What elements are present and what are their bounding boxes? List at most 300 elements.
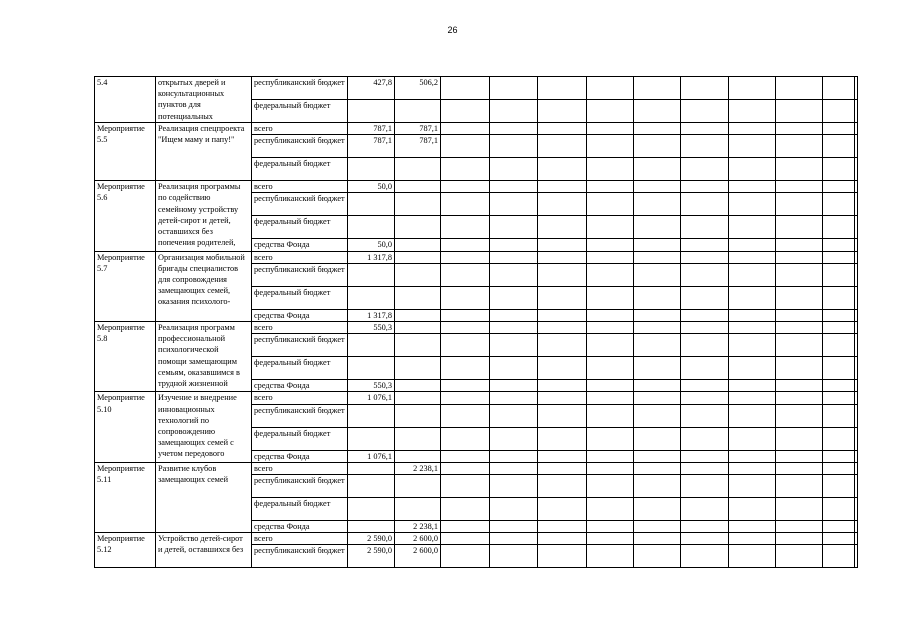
empty-cell bbox=[681, 251, 729, 263]
empty-cell bbox=[823, 309, 855, 321]
empty-cell bbox=[587, 181, 634, 193]
funding-source-cell: республиканский бюджет bbox=[252, 135, 348, 158]
empty-cell bbox=[681, 193, 729, 216]
empty-cell bbox=[729, 181, 776, 193]
empty-cell bbox=[855, 286, 858, 309]
empty-cell bbox=[490, 462, 538, 474]
empty-cell bbox=[823, 533, 855, 545]
empty-cell bbox=[729, 263, 776, 286]
amount-cell: 1 076,1 bbox=[348, 450, 395, 462]
empty-cell bbox=[538, 135, 587, 158]
amount-cell: 787,1 bbox=[395, 135, 441, 158]
amount-cell bbox=[348, 158, 395, 181]
empty-cell bbox=[855, 322, 858, 334]
empty-cell bbox=[538, 158, 587, 181]
empty-cell bbox=[776, 135, 823, 158]
empty-cell bbox=[681, 392, 729, 404]
empty-cell bbox=[729, 427, 776, 450]
empty-cell bbox=[441, 334, 490, 357]
empty-cell bbox=[729, 475, 776, 498]
empty-cell bbox=[681, 263, 729, 286]
empty-cell bbox=[441, 123, 490, 135]
empty-cell bbox=[729, 533, 776, 545]
funding-source-cell: федеральный бюджет bbox=[252, 357, 348, 380]
table-row bbox=[95, 392, 858, 404]
empty-cell bbox=[441, 193, 490, 216]
empty-cell bbox=[441, 239, 490, 251]
empty-cell bbox=[776, 533, 823, 545]
table-row bbox=[95, 251, 858, 263]
empty-cell bbox=[681, 475, 729, 498]
amount-cell: 787,1 bbox=[348, 123, 395, 135]
empty-cell bbox=[441, 404, 490, 427]
funding-source-cell: федеральный бюджет bbox=[252, 498, 348, 521]
amount-cell bbox=[395, 404, 441, 427]
empty-cell bbox=[538, 193, 587, 216]
empty-cell bbox=[441, 380, 490, 392]
amount-cell bbox=[395, 100, 441, 123]
empty-cell bbox=[490, 475, 538, 498]
amount-cell bbox=[395, 286, 441, 309]
empty-cell bbox=[776, 77, 823, 100]
empty-cell bbox=[587, 100, 634, 123]
empty-cell bbox=[634, 404, 681, 427]
funding-source-cell: федеральный бюджет bbox=[252, 100, 348, 123]
empty-cell bbox=[681, 77, 729, 100]
empty-cell bbox=[490, 357, 538, 380]
empty-cell bbox=[729, 392, 776, 404]
empty-cell bbox=[441, 135, 490, 158]
empty-cell bbox=[441, 427, 490, 450]
amount-cell: 506,2 bbox=[395, 77, 441, 100]
empty-cell bbox=[776, 263, 823, 286]
empty-cell bbox=[587, 498, 634, 521]
amount-cell: 50,0 bbox=[348, 181, 395, 193]
amount-cell bbox=[348, 357, 395, 380]
empty-cell bbox=[587, 450, 634, 462]
amount-cell bbox=[348, 475, 395, 498]
empty-cell bbox=[729, 545, 776, 568]
empty-cell bbox=[855, 263, 858, 286]
empty-cell bbox=[776, 450, 823, 462]
empty-cell bbox=[587, 404, 634, 427]
empty-cell bbox=[634, 392, 681, 404]
amount-cell bbox=[395, 427, 441, 450]
empty-cell bbox=[776, 521, 823, 533]
amount-cell bbox=[395, 357, 441, 380]
activity-id-cell: Мероприятие 5.5 bbox=[95, 123, 156, 181]
funding-source-cell: федеральный бюджет bbox=[252, 427, 348, 450]
empty-cell bbox=[634, 533, 681, 545]
empty-cell bbox=[587, 545, 634, 568]
empty-cell bbox=[681, 498, 729, 521]
empty-cell bbox=[681, 216, 729, 239]
activity-id-cell: 5.4 bbox=[95, 77, 156, 123]
amount-cell: 2 590,0 bbox=[348, 533, 395, 545]
empty-cell bbox=[823, 380, 855, 392]
empty-cell bbox=[490, 322, 538, 334]
empty-cell bbox=[681, 322, 729, 334]
amount-cell bbox=[348, 263, 395, 286]
empty-cell bbox=[681, 427, 729, 450]
empty-cell bbox=[634, 263, 681, 286]
empty-cell bbox=[634, 135, 681, 158]
amount-cell: 2 600,0 bbox=[395, 533, 441, 545]
amount-cell: 1 317,8 bbox=[348, 251, 395, 263]
empty-cell bbox=[634, 450, 681, 462]
empty-cell bbox=[776, 322, 823, 334]
empty-cell bbox=[776, 216, 823, 239]
empty-cell bbox=[855, 123, 858, 135]
empty-cell bbox=[634, 77, 681, 100]
empty-cell bbox=[776, 392, 823, 404]
empty-cell bbox=[538, 427, 587, 450]
funding-source-cell: всего bbox=[252, 462, 348, 474]
empty-cell bbox=[490, 100, 538, 123]
empty-cell bbox=[538, 357, 587, 380]
empty-cell bbox=[441, 100, 490, 123]
activity-id-cell: Мероприятие 5.6 bbox=[95, 181, 156, 251]
empty-cell bbox=[490, 545, 538, 568]
empty-cell bbox=[855, 135, 858, 158]
empty-cell bbox=[729, 286, 776, 309]
funding-source-cell: федеральный бюджет bbox=[252, 158, 348, 181]
amount-cell bbox=[395, 475, 441, 498]
funding-source-cell: средства Фонда bbox=[252, 450, 348, 462]
amount-cell bbox=[395, 251, 441, 263]
funding-source-cell: всего bbox=[252, 322, 348, 334]
empty-cell bbox=[441, 251, 490, 263]
amount-cell bbox=[348, 216, 395, 239]
empty-cell bbox=[729, 450, 776, 462]
empty-cell bbox=[634, 462, 681, 474]
funding-source-cell: республиканский бюджет bbox=[252, 334, 348, 357]
empty-cell bbox=[634, 239, 681, 251]
empty-cell bbox=[823, 322, 855, 334]
empty-cell bbox=[681, 404, 729, 427]
empty-cell bbox=[855, 533, 858, 545]
empty-cell bbox=[441, 475, 490, 498]
empty-cell bbox=[681, 357, 729, 380]
amount-cell bbox=[395, 392, 441, 404]
empty-cell bbox=[634, 475, 681, 498]
empty-cell bbox=[729, 309, 776, 321]
empty-cell bbox=[729, 462, 776, 474]
empty-cell bbox=[729, 135, 776, 158]
amount-cell bbox=[395, 380, 441, 392]
empty-cell bbox=[634, 545, 681, 568]
empty-cell bbox=[490, 77, 538, 100]
empty-cell bbox=[823, 404, 855, 427]
empty-cell bbox=[823, 251, 855, 263]
empty-cell bbox=[681, 533, 729, 545]
table-body bbox=[95, 77, 858, 568]
amount-cell bbox=[395, 334, 441, 357]
amount-cell bbox=[395, 450, 441, 462]
funding-source-cell: федеральный бюджет bbox=[252, 216, 348, 239]
empty-cell bbox=[538, 475, 587, 498]
empty-cell bbox=[441, 533, 490, 545]
empty-cell bbox=[823, 286, 855, 309]
empty-cell bbox=[634, 357, 681, 380]
empty-cell bbox=[855, 100, 858, 123]
amount-cell bbox=[348, 286, 395, 309]
empty-cell bbox=[634, 100, 681, 123]
activity-description-cell: Устройство детей-сирот и детей, оставшихся без bbox=[156, 533, 252, 568]
activity-description-cell: Реализация программ профессиональной психологической помощи замещающим семьям, оказавшимся в трудной жизненной bbox=[156, 322, 252, 392]
empty-cell bbox=[538, 309, 587, 321]
empty-cell bbox=[776, 123, 823, 135]
activity-id-cell: Мероприятие 5.12 bbox=[95, 533, 156, 568]
empty-cell bbox=[681, 123, 729, 135]
empty-cell bbox=[538, 450, 587, 462]
empty-cell bbox=[681, 334, 729, 357]
empty-cell bbox=[855, 427, 858, 450]
empty-cell bbox=[490, 251, 538, 263]
empty-cell bbox=[729, 357, 776, 380]
amount-cell bbox=[348, 498, 395, 521]
empty-cell bbox=[776, 286, 823, 309]
amount-cell bbox=[348, 334, 395, 357]
amount-cell bbox=[395, 239, 441, 251]
empty-cell bbox=[587, 77, 634, 100]
empty-cell bbox=[681, 100, 729, 123]
empty-cell bbox=[823, 427, 855, 450]
empty-cell bbox=[538, 77, 587, 100]
amount-cell bbox=[348, 462, 395, 474]
empty-cell bbox=[441, 392, 490, 404]
amount-cell: 787,1 bbox=[348, 135, 395, 158]
empty-cell bbox=[776, 545, 823, 568]
empty-cell bbox=[855, 392, 858, 404]
empty-cell bbox=[855, 309, 858, 321]
amount-cell: 2 600,0 bbox=[395, 545, 441, 568]
empty-cell bbox=[441, 450, 490, 462]
funding-source-cell: всего bbox=[252, 123, 348, 135]
empty-cell bbox=[855, 450, 858, 462]
empty-cell bbox=[776, 357, 823, 380]
empty-cell bbox=[538, 181, 587, 193]
empty-cell bbox=[587, 462, 634, 474]
amount-cell bbox=[395, 158, 441, 181]
empty-cell bbox=[855, 475, 858, 498]
empty-cell bbox=[634, 286, 681, 309]
activity-description-cell: Реализация спецпроекта "Ищем маму и папу!" bbox=[156, 123, 252, 181]
empty-cell bbox=[587, 158, 634, 181]
empty-cell bbox=[729, 77, 776, 100]
funding-source-cell: республиканский бюджет bbox=[252, 545, 348, 568]
empty-cell bbox=[634, 521, 681, 533]
empty-cell bbox=[587, 309, 634, 321]
empty-cell bbox=[776, 158, 823, 181]
empty-cell bbox=[587, 216, 634, 239]
activity-description-cell: открытых дверей и консультационных пунктов для потенциальных bbox=[156, 77, 252, 123]
funding-source-cell: республиканский бюджет bbox=[252, 263, 348, 286]
amount-cell: 2 238,1 bbox=[395, 462, 441, 474]
empty-cell bbox=[855, 216, 858, 239]
funding-source-cell: республиканский бюджет bbox=[252, 77, 348, 100]
empty-cell bbox=[587, 251, 634, 263]
empty-cell bbox=[587, 392, 634, 404]
amount-cell: 550,3 bbox=[348, 322, 395, 334]
amount-cell bbox=[395, 193, 441, 216]
empty-cell bbox=[776, 193, 823, 216]
empty-cell bbox=[729, 123, 776, 135]
empty-cell bbox=[681, 239, 729, 251]
empty-cell bbox=[441, 521, 490, 533]
amount-cell bbox=[348, 193, 395, 216]
empty-cell bbox=[587, 322, 634, 334]
amount-cell bbox=[395, 181, 441, 193]
table-row bbox=[95, 77, 858, 100]
empty-cell bbox=[729, 498, 776, 521]
empty-cell bbox=[729, 216, 776, 239]
empty-cell bbox=[634, 158, 681, 181]
empty-cell bbox=[823, 77, 855, 100]
empty-cell bbox=[681, 462, 729, 474]
empty-cell bbox=[681, 309, 729, 321]
funding-source-cell: средства Фонда bbox=[252, 380, 348, 392]
empty-cell bbox=[855, 404, 858, 427]
empty-cell bbox=[634, 334, 681, 357]
empty-cell bbox=[823, 263, 855, 286]
empty-cell bbox=[441, 462, 490, 474]
amount-cell: 787,1 bbox=[395, 123, 441, 135]
table-row bbox=[95, 533, 858, 545]
activity-description-cell: Реализация программы по содействию семейному устройству детей-сирот и детей, оставшихся без попечения родителей, bbox=[156, 181, 252, 251]
empty-cell bbox=[634, 322, 681, 334]
empty-cell bbox=[441, 77, 490, 100]
empty-cell bbox=[538, 263, 587, 286]
funding-source-cell: республиканский бюджет bbox=[252, 475, 348, 498]
empty-cell bbox=[490, 123, 538, 135]
empty-cell bbox=[538, 216, 587, 239]
empty-cell bbox=[855, 158, 858, 181]
empty-cell bbox=[855, 181, 858, 193]
empty-cell bbox=[441, 216, 490, 239]
amount-cell bbox=[395, 216, 441, 239]
empty-cell bbox=[729, 193, 776, 216]
empty-cell bbox=[441, 322, 490, 334]
empty-cell bbox=[823, 392, 855, 404]
empty-cell bbox=[855, 545, 858, 568]
empty-cell bbox=[823, 334, 855, 357]
table-row bbox=[95, 462, 858, 474]
empty-cell bbox=[490, 392, 538, 404]
empty-cell bbox=[855, 239, 858, 251]
empty-cell bbox=[587, 193, 634, 216]
empty-cell bbox=[490, 286, 538, 309]
table-row bbox=[95, 123, 858, 135]
empty-cell bbox=[490, 450, 538, 462]
empty-cell bbox=[729, 334, 776, 357]
activity-id-cell: Мероприятие 5.7 bbox=[95, 251, 156, 321]
amount-cell bbox=[395, 498, 441, 521]
empty-cell bbox=[855, 521, 858, 533]
empty-cell bbox=[823, 239, 855, 251]
empty-cell bbox=[823, 357, 855, 380]
empty-cell bbox=[634, 123, 681, 135]
empty-cell bbox=[776, 100, 823, 123]
empty-cell bbox=[776, 404, 823, 427]
empty-cell bbox=[538, 498, 587, 521]
empty-cell bbox=[441, 309, 490, 321]
empty-cell bbox=[490, 239, 538, 251]
amount-cell bbox=[348, 427, 395, 450]
empty-cell bbox=[823, 216, 855, 239]
empty-cell bbox=[441, 498, 490, 521]
activity-description-cell: Развитие клубов замещающих семей bbox=[156, 462, 252, 532]
empty-cell bbox=[729, 100, 776, 123]
amount-cell: 2 590,0 bbox=[348, 545, 395, 568]
table-row bbox=[95, 322, 858, 334]
empty-cell bbox=[441, 545, 490, 568]
empty-cell bbox=[587, 357, 634, 380]
empty-cell bbox=[823, 545, 855, 568]
empty-cell bbox=[823, 521, 855, 533]
empty-cell bbox=[538, 462, 587, 474]
empty-cell bbox=[587, 286, 634, 309]
empty-cell bbox=[776, 181, 823, 193]
empty-cell bbox=[729, 404, 776, 427]
amount-cell bbox=[348, 521, 395, 533]
empty-cell bbox=[776, 475, 823, 498]
empty-cell bbox=[587, 380, 634, 392]
empty-cell bbox=[587, 123, 634, 135]
empty-cell bbox=[538, 334, 587, 357]
empty-cell bbox=[823, 181, 855, 193]
empty-cell bbox=[729, 158, 776, 181]
empty-cell bbox=[729, 322, 776, 334]
empty-cell bbox=[776, 239, 823, 251]
amount-cell: 427,8 bbox=[348, 77, 395, 100]
empty-cell bbox=[490, 309, 538, 321]
empty-cell bbox=[490, 216, 538, 239]
activity-description-cell: Изучение и внедрение инновационных технологий по сопровождению замещающих семей с учетом передового bbox=[156, 392, 252, 462]
empty-cell bbox=[490, 193, 538, 216]
empty-cell bbox=[538, 100, 587, 123]
empty-cell bbox=[776, 334, 823, 357]
empty-cell bbox=[855, 193, 858, 216]
amount-cell: 550,3 bbox=[348, 380, 395, 392]
empty-cell bbox=[634, 380, 681, 392]
empty-cell bbox=[681, 181, 729, 193]
empty-cell bbox=[681, 521, 729, 533]
empty-cell bbox=[490, 263, 538, 286]
empty-cell bbox=[490, 498, 538, 521]
empty-cell bbox=[490, 334, 538, 357]
amount-cell bbox=[395, 322, 441, 334]
funding-source-cell: всего bbox=[252, 181, 348, 193]
empty-cell bbox=[681, 286, 729, 309]
funding-source-cell: всего bbox=[252, 392, 348, 404]
empty-cell bbox=[634, 181, 681, 193]
empty-cell bbox=[538, 545, 587, 568]
empty-cell bbox=[587, 263, 634, 286]
empty-cell bbox=[538, 322, 587, 334]
empty-cell bbox=[729, 380, 776, 392]
empty-cell bbox=[776, 462, 823, 474]
table-row bbox=[95, 181, 858, 193]
empty-cell bbox=[776, 251, 823, 263]
empty-cell bbox=[855, 498, 858, 521]
amount-cell: 1 076,1 bbox=[348, 392, 395, 404]
empty-cell bbox=[490, 158, 538, 181]
activity-id-cell: Мероприятие 5.10 bbox=[95, 392, 156, 462]
empty-cell bbox=[538, 392, 587, 404]
empty-cell bbox=[823, 135, 855, 158]
funding-source-cell: средства Фонда bbox=[252, 521, 348, 533]
